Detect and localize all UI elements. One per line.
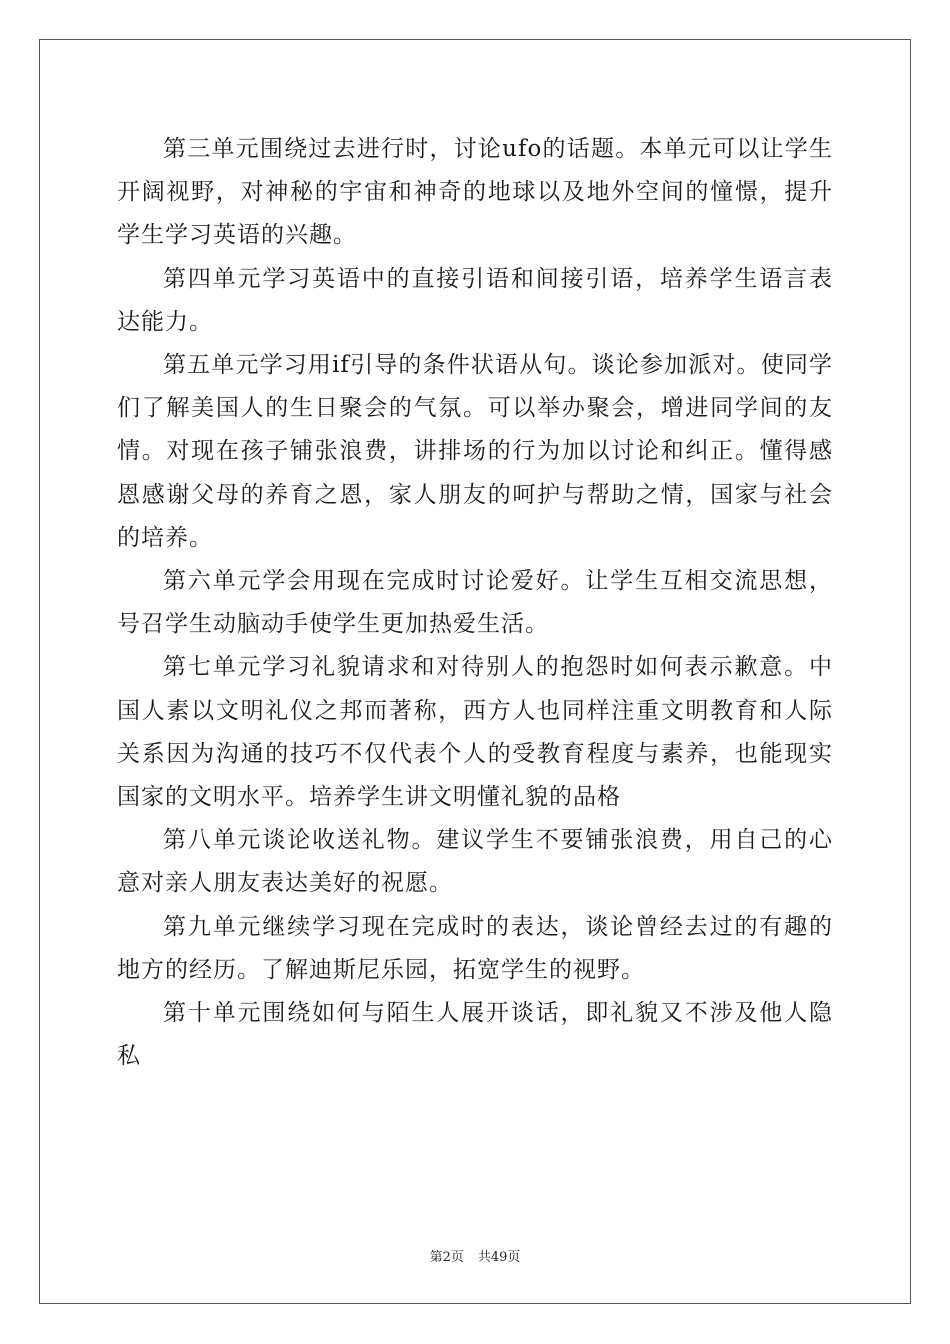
paragraph-unit-10: 第十单元围绕如何与陌生人展开谈话，即礼貌又不涉及他人隐私 bbox=[117, 1000, 833, 1070]
page-total: 共49页 bbox=[477, 1250, 521, 1265]
page-footer bbox=[0, 1246, 950, 1265]
paragraph-unit-8: 第八单元谈论收送礼物。建议学生不要铺张浪费，用自己的心意对亲人朋友表达美好的祝愿。 bbox=[117, 827, 833, 897]
paragraph-unit-5: 第五单元学习用if引导的条件状语从句。谈论参加派对。使同学们了解美国人的生日聚会的气氛。可以举办聚会，增进同学间的友情。对现在孩子铺张浪费，讲排场的行为加以讨论和纠正。懂得感恩感谢父母的养育之恩，家人朋友的呵护与帮助之情，国家与社会的培养。 bbox=[117, 352, 833, 551]
paragraph-unit-7: 第七单元学习礼貌请求和对待别人的抱怨时如何表示歉意。中国人素以文明礼仪之邦而著称，西方人也同样注重文明教育和人际关系因为沟通的技巧不仅代表个人的受教育程度与素养，也能现实国家的文明水平。培养学生讲文明懂礼貌的品格 bbox=[117, 654, 833, 811]
document-body bbox=[117, 128, 833, 1078]
paragraph-unit-3: 第三单元围绕过去进行时，讨论ufo的话题。本单元可以让学生开阔视野，对神秘的宇宙和神奇的地球以及地外空间的憧憬，提升学生学习英语的兴趣。 bbox=[117, 136, 833, 249]
paragraph-unit-9: 第九单元继续学习现在完成时的表达，谈论曾经去过的有趣的地方的经历。了解迪斯尼乐园，拓宽学生的视野。 bbox=[117, 913, 833, 983]
paragraph-unit-6: 第六单元学会用现在完成时讨论爱好。让学生互相交流思想，号召学生动脑动手使学生更加热爱生活。 bbox=[117, 568, 833, 638]
page-number: 第2页 bbox=[429, 1250, 464, 1265]
paragraph-unit-4: 第四单元学习英语中的直接引语和间接引语，培养学生语言表达能力。 bbox=[117, 265, 833, 335]
